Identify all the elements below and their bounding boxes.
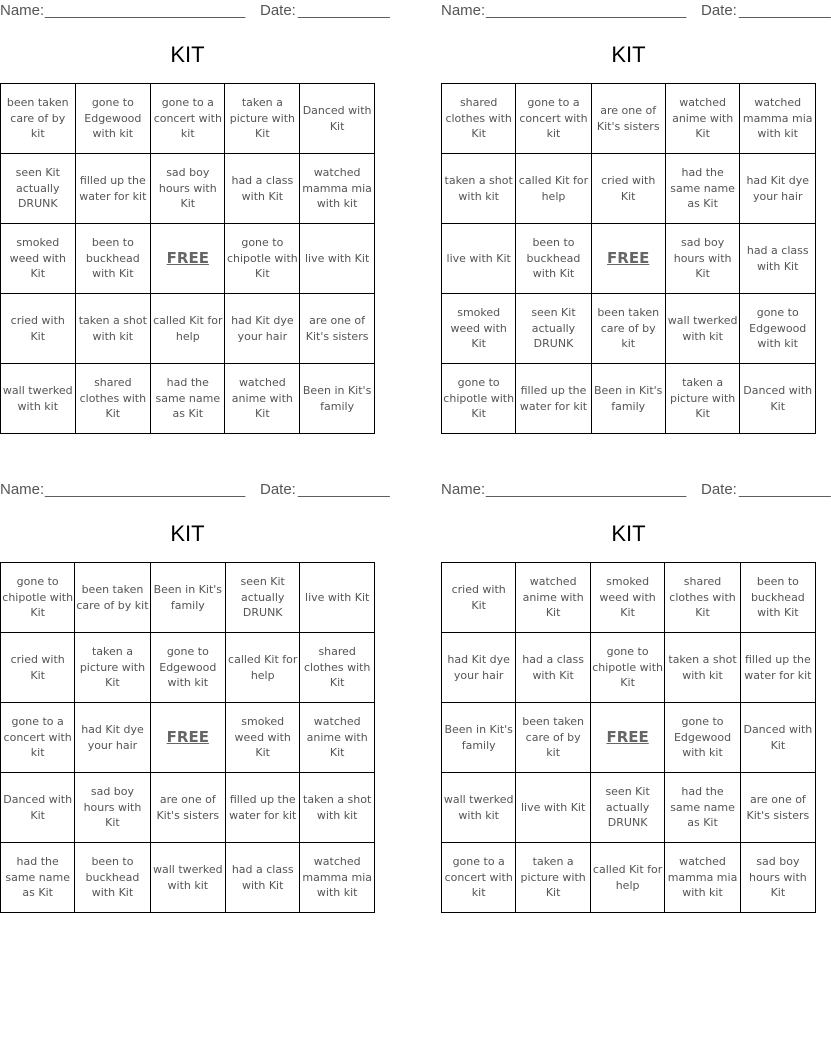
grid-row [442,703,816,773]
bingo-grid [0,562,375,913]
bingo-cell: been taken care of by kit [591,294,665,364]
bingo-cell: sad boy hours with Kit [151,154,225,224]
card-title: KIT [611,521,646,546]
name-blank-line: ________________________ [45,2,246,19]
card-title: KIT [170,42,205,67]
bingo-grid [441,83,816,434]
bingo-cell: gone to a concert with kit [1,703,75,773]
bingo-cell: been to buckhead with Kit [740,563,815,633]
bingo-cell: shared clothes with Kit [442,84,516,154]
bingo-cell: taken a shot with kit [300,773,375,843]
bingo-cell: taken a shot with kit [665,633,741,703]
bingo-cell: had the same name as Kit [665,154,740,224]
bingo-cell: are one of Kit's sisters [740,773,815,843]
bingo-cell: gone to a concert with kit [516,84,591,154]
bingo-cell: wall twerked with kit [150,843,226,913]
grid-row [442,154,816,224]
grid-row [1,563,375,633]
bingo-cell: taken a shot with kit [75,294,151,364]
bingo-cell: live with Kit [516,773,591,843]
bingo-cell: watched anime with Kit [516,563,591,633]
card-header [0,481,390,499]
bingo-cell: had Kit dye your hair [442,633,516,703]
date-blank-line: ___________ [298,2,390,19]
grid-row [1,773,375,843]
bingo-cell: are one of Kit's sisters [300,294,375,364]
bingo-cell: gone to chipotle with Kit [225,224,300,294]
bingo-cell: shared clothes with Kit [75,364,151,434]
bingo-cell: watched mamma mia with kit [740,84,816,154]
grid-row [1,364,375,434]
grid-row [1,294,375,364]
bingo-cell: had Kit dye your hair [225,294,300,364]
bingo-card [441,479,831,919]
bingo-cell: Danced with Kit [300,84,375,154]
bingo-cell: cried with Kit [1,633,75,703]
bingo-cell: gone to Edgewood with kit [665,703,741,773]
bingo-cell: watched anime with Kit [300,703,375,773]
bingo-cell: sad boy hours with Kit [75,773,150,843]
bingo-cell: seen Kit actually DRUNK [516,294,591,364]
bingo-cell: watched mamma mia with kit [665,843,741,913]
grid-row [442,843,816,913]
bingo-cell: Been in Kit's family [442,703,516,773]
date-label: Date: [260,2,296,19]
bingo-cell: smoked weed with Kit [442,294,516,364]
grid-row [442,294,816,364]
bingo-cell: smoked weed with Kit [590,563,664,633]
date-label: Date: [260,481,296,498]
grid-row [442,224,816,294]
grid-row [1,84,375,154]
bingo-cell: had a class with Kit [516,633,591,703]
bingo-cell: gone to chipotle with Kit [1,563,75,633]
date-label: Date: [701,481,737,498]
grid-row [1,154,375,224]
bingo-cell: taken a picture with Kit [516,843,591,913]
name-blank-line: ________________________ [486,2,687,19]
bingo-cell: filled up the water for kit [226,773,300,843]
bingo-cell: sad boy hours with Kit [740,843,815,913]
bingo-cell: seen Kit actually DRUNK [590,773,664,843]
date-blank-line: ___________ [739,2,831,19]
bingo-cell: Been in Kit's family [591,364,665,434]
bingo-card [441,0,831,440]
name-blank-line: ________________________ [45,481,246,498]
bingo-cell: seen Kit actually DRUNK [1,154,76,224]
bingo-cell: watched anime with Kit [225,364,300,434]
date-blank-line: ___________ [298,481,390,498]
bingo-cell: watched mamma mia with kit [300,843,375,913]
bingo-cell: live with Kit [300,563,375,633]
bingo-cell: watched anime with Kit [665,84,740,154]
bingo-cell: cried with Kit [591,154,665,224]
bingo-cell: gone to chipotle with Kit [590,633,664,703]
bingo-cell: Danced with Kit [740,703,815,773]
bingo-cell: wall twerked with kit [665,294,740,364]
date-label: Date: [701,2,737,19]
bingo-cell: been taken care of by kit [1,84,76,154]
bingo-cell: cried with Kit [1,294,76,364]
bingo-cell: been taken care of by kit [75,563,150,633]
bingo-cell: taken a picture with Kit [665,364,740,434]
card-header [441,2,831,20]
bingo-cell: are one of Kit's sisters [150,773,226,843]
grid-row [1,843,375,913]
bingo-cell: watched mamma mia with kit [300,154,375,224]
bingo-cell: taken a picture with Kit [75,633,150,703]
bingo-cell: gone to Edgewood with kit [740,294,816,364]
bingo-cell: seen Kit actually DRUNK [226,563,300,633]
bingo-cell: wall twerked with kit [1,364,76,434]
grid-row [1,633,375,703]
bingo-cell: Danced with Kit [740,364,816,434]
bingo-grid [441,562,816,913]
bingo-cell: been taken care of by kit [516,703,591,773]
bingo-cell: gone to a concert with kit [151,84,225,154]
name-blank-line: ________________________ [486,481,687,498]
bingo-cell: live with Kit [442,224,516,294]
bingo-cell: filled up the water for kit [740,633,815,703]
bingo-cell: Danced with Kit [1,773,75,843]
bingo-card [0,479,390,919]
bingo-cell: had the same name as Kit [665,773,741,843]
grid-row [1,703,375,773]
grid-row [1,224,375,294]
bingo-cell: gone to Edgewood with kit [75,84,151,154]
bingo-cell: shared clothes with Kit [665,563,741,633]
bingo-cell: smoked weed with Kit [226,703,300,773]
name-label: Name: [0,481,45,498]
bingo-cell: sad boy hours with Kit [665,224,740,294]
bingo-cell: gone to chipotle with Kit [442,364,516,434]
bingo-cell: had the same name as Kit [151,364,225,434]
bingo-grid [0,83,375,434]
grid-row [442,773,816,843]
free-space-cell: FREE [590,703,664,773]
bingo-cell: filled up the water for kit [516,364,591,434]
card-title: KIT [170,521,205,546]
bingo-cell: taken a shot with kit [442,154,516,224]
bingo-cell: Been in Kit's family [300,364,375,434]
free-space-cell: FREE [591,224,665,294]
name-label: Name: [0,2,45,19]
bingo-cell: been to buckhead with Kit [75,224,151,294]
bingo-cell: had Kit dye your hair [75,703,150,773]
grid-row [442,633,816,703]
bingo-cell: are one of Kit's sisters [591,84,665,154]
bingo-cell: filled up the water for kit [75,154,151,224]
bingo-cell: had a class with Kit [226,843,300,913]
free-space-cell: FREE [150,703,226,773]
bingo-cell: Been in Kit's family [150,563,226,633]
bingo-cell: called Kit for help [151,294,225,364]
grid-row [442,84,816,154]
card-header [441,481,831,499]
grid-row [442,364,816,434]
bingo-cell: called Kit for help [226,633,300,703]
bingo-card [0,0,390,440]
bingo-cell: smoked weed with Kit [1,224,76,294]
bingo-cell: had a class with Kit [740,224,816,294]
bingo-cell: wall twerked with kit [442,773,516,843]
free-space-cell: FREE [151,224,225,294]
bingo-cell: called Kit for help [516,154,591,224]
bingo-cell: taken a picture with Kit [225,84,300,154]
bingo-cell: called Kit for help [590,843,664,913]
bingo-cell: gone to Edgewood with kit [150,633,226,703]
bingo-cell: shared clothes with Kit [300,633,375,703]
bingo-cell: live with Kit [300,224,375,294]
bingo-cell: had Kit dye your hair [740,154,816,224]
bingo-cell: been to buckhead with Kit [75,843,150,913]
bingo-cell: gone to a concert with kit [442,843,516,913]
bingo-cell: had the same name as Kit [1,843,75,913]
grid-row [442,563,816,633]
bingo-cell: been to buckhead with Kit [516,224,591,294]
date-blank-line: ___________ [739,481,831,498]
bingo-cell: had a class with Kit [225,154,300,224]
name-label: Name: [441,2,486,19]
card-title: KIT [611,42,646,67]
name-label: Name: [441,481,486,498]
bingo-cell: cried with Kit [442,563,516,633]
card-header [0,2,390,20]
